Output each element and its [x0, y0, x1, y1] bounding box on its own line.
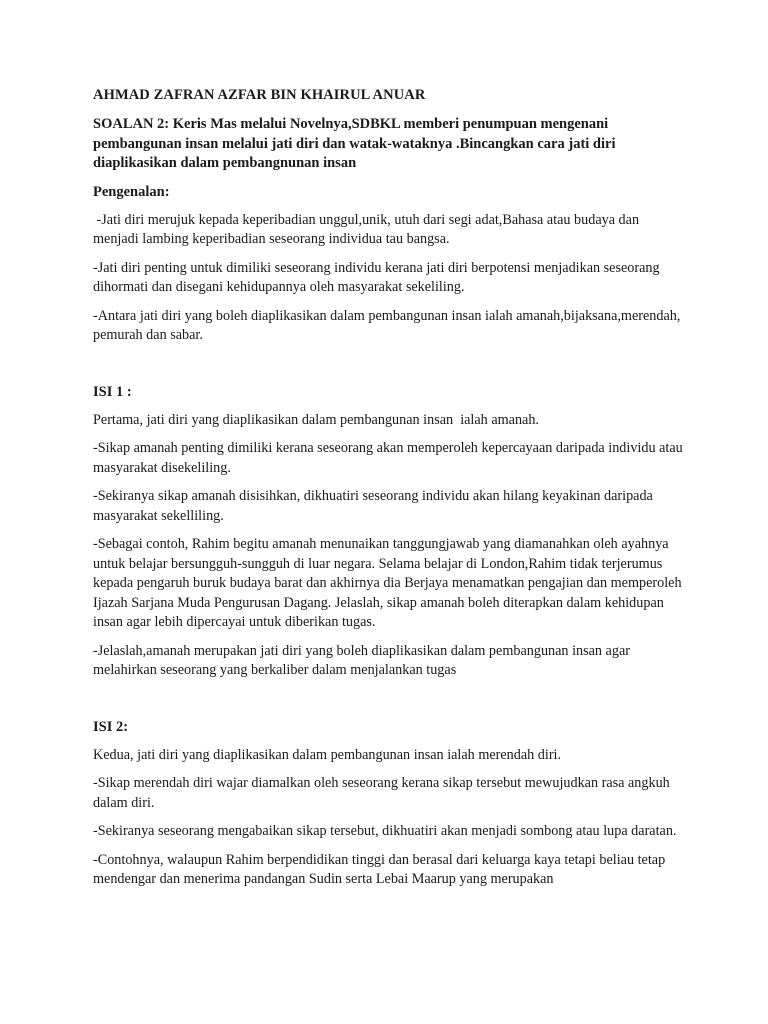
isi2-heading: ISI 2: [93, 718, 129, 735]
intro-paragraph: -Jati diri merujuk kepada keperibadian unggul,unik, utuh dari segi adat,Bahasa atau budaya dan menjadi lambing keperibadian seseorang individua tau bangsa. [93, 211, 643, 247]
isi1-paragraph: -Sikap amanah penting dimiliki kerana seseorang akan memperoleh kepercayaan daripada individu atau masyarakat disekeliling. [93, 440, 683, 476]
isi2-paragraph: Kedua, jati diri yang diaplikasikan dalam pembangunan insan ialah merendah diri. [93, 746, 562, 763]
isi1-paragraph: -Sebagai contoh, Rahim begitu amanah menunaikan tanggungjawab yang diamanahkan oleh ayahnya untuk belajar bersungguh-sungguh di luar negara. Selama belajar di London,Rahim tidak terjerumus kepada pengaruh buruk budaya barat dan akhirnya dia Berjaya menamatkan pengajian dan memperoleh Ijazah Sarjana Muda Pengurusan Dagang. Jelaslah, sikap amanah boleh diterapkan dalam kehidupan insan agar lebih dipercayai untuk diberikan tugas. [93, 536, 682, 630]
isi1-heading: ISI 1 : [93, 383, 132, 400]
intro-heading: Pengenalan: [93, 183, 170, 200]
section-spacer [93, 690, 683, 718]
intro-paragraph: -Jati diri penting untuk dimiliki seseorang individu kerana jati diri berpotensi menjadikan seseorang dihormati dan disegani kehidupannya oleh masyarakat sekeliling. [93, 259, 660, 295]
isi2-paragraph: -Sikap merendah diri wajar diamalkan oleh seseorang kerana sikap tersebut mewujudkan rasa angkuh dalam diri. [93, 775, 670, 811]
document-page [93, 86, 683, 899]
isi1-paragraph: -Jelaslah,amanah merupakan jati diri yang boleh diaplikasikan dalam pembangunan insan agar melahirkan seseorang yang berkaliber dalam menjalankan tugas [93, 642, 630, 678]
isi2-paragraph: -Contohnya, walaupun Rahim berpendidikan tinggi dan berasal dari keluarga kaya tetapi beliau tetap mendengar dan menerima pandangan Sudin serta Lebai Maarup yang merupakan [93, 851, 666, 887]
section-spacer [93, 355, 683, 383]
isi1-paragraph: -Sekiranya sikap amanah disisihkan, dikhuatiri seseorang individu akan hilang keyakinan daripada masyarakat sekelliling. [93, 488, 653, 524]
isi1-paragraph: Pertama, jati diri yang diaplikasikan dalam pembangunan insan ialah amanah. [93, 411, 539, 428]
intro-paragraph: -Antara jati diri yang boleh diaplikasikan dalam pembangunan insan ialah amanah,bijaksana,merendah, pemurah dan sabar. [93, 307, 681, 343]
author-name: AHMAD ZAFRAN AZFAR BIN KHAIRUL ANUAR [93, 87, 426, 103]
question-text: SOALAN 2: Keris Mas melalui Novelnya,SDBKL memberi penumpuan mengenani pembangunan insan melalui jati diri dan watak-wataknya .Bincangkan cara jati diri diaplikasikan dalam pembangnunan insan [93, 116, 616, 171]
isi2-paragraph: -Sekiranya seseorang mengabaikan sikap tersebut, dikhuatiri akan menjadi sombong atau lupa daratan. [93, 823, 677, 839]
